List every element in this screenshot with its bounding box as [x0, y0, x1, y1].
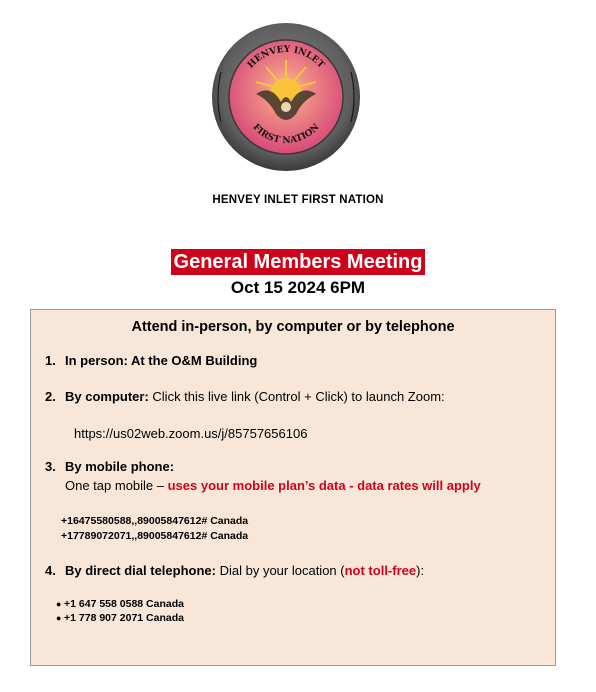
item-label: In person: At the O&M Building — [65, 353, 258, 368]
item-by-mobile — [45, 459, 174, 474]
item-label: By mobile phone: — [65, 459, 175, 474]
item-text: Dial by your location ( — [215, 563, 345, 578]
dial-number-1[interactable] — [56, 598, 184, 610]
item-in-person — [45, 353, 257, 368]
mobile-prefix: One tap mobile – — [65, 478, 168, 493]
organization-name: HENVEY INLET FIRST NATION — [212, 194, 384, 206]
mobile-number-1[interactable]: +16475580588,,89005847612# Canada — [61, 515, 249, 527]
zoom-link[interactable]: https://us02web.zoom.us/j/85757656106 — [74, 426, 308, 441]
mobile-instructions — [65, 478, 481, 493]
meeting-date: Oct 15 2024 6PM — [230, 278, 366, 297]
item-direct-dial — [45, 563, 424, 578]
dial-number-text: +1 647 558 0588 Canada — [64, 598, 184, 610]
mobile-data-warning: uses your mobile plan’s data - data rates will apply — [167, 478, 481, 493]
item-number: 2. — [45, 389, 56, 404]
item-number: 1. — [45, 353, 56, 368]
dial-number-text: +1 778 907 2071 Canada — [64, 612, 184, 624]
mobile-number-2[interactable]: +17789072071,,89005847612# Canada — [61, 530, 249, 542]
item-number: 3. — [45, 459, 56, 474]
meeting-title-wrap — [0, 249, 596, 275]
box-title: Attend in-person, by computer or by telephone — [131, 319, 455, 335]
logo-seal-icon — [211, 22, 361, 172]
attendance-info-box — [30, 309, 556, 666]
item-by-computer — [45, 389, 445, 404]
svg-text:FIRST NATION: FIRST NATION — [250, 122, 322, 147]
dial-number-2[interactable] — [56, 612, 184, 624]
item-text-tail: ): — [416, 563, 425, 578]
henvey-inlet-logo — [211, 22, 361, 172]
item-text: Click this live link (Control + Click) to launch Zoom: — [148, 389, 445, 404]
bullet-icon: ● — [56, 599, 62, 609]
item-label: By computer: — [65, 389, 149, 404]
item-number: 4. — [45, 563, 56, 578]
not-toll-free-note: not toll-free — [344, 563, 417, 578]
svg-text:HENVEY INLET: HENVEY INLET — [246, 44, 326, 71]
item-label: By direct dial telephone: — [65, 563, 216, 578]
meeting-title: General Members Meeting — [171, 249, 426, 275]
bullet-icon: ● — [56, 613, 62, 623]
